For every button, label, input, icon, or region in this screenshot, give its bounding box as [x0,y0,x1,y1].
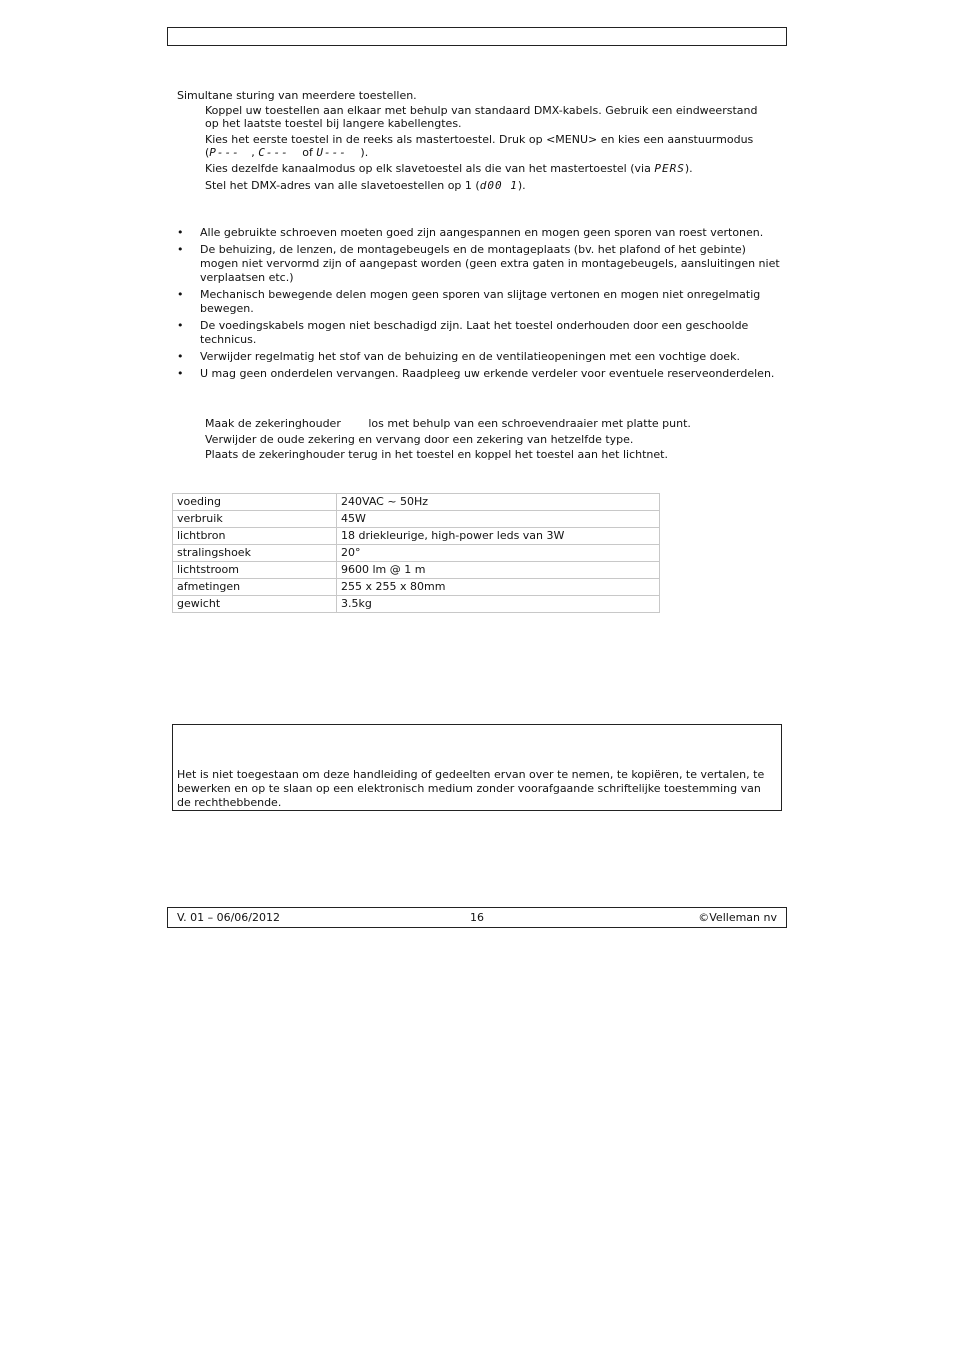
pers-display: PERS [654,162,685,175]
footer-version: V. 01 – 06/06/2012 [177,911,280,924]
d001-display: d00 1 [479,179,518,192]
copyright-notice: Het is niet toegestaan om deze handleiding of gedeelten ervan over te nemen, te kopiëren, te vertalen, te bewerken en op te slaan op een elektronisch medium zonder voorafgaande schriftelijke toestemming van de rechthebbende. [177,768,765,809]
step-slave-mode [205,162,693,176]
table-row: afmetingen 255 x 255 x 80mm [173,579,660,596]
fuse-step-2: Verwijder de oude zekering en vervang door een zekering van hetzelfde type. [205,433,634,446]
list-item: • Mechanisch bewegende delen mogen geen sporen van slijtage vertonen en mogen niet onregelmatig bewegen. [177,288,761,315]
fuse-step-3: Plaats de zekeringhouder terug in het toestel en koppel het toestel aan het lichtnet. [205,448,668,461]
bullet: • [177,243,184,256]
multi-control-title: Simultane sturing van meerdere toestellen. [177,89,417,102]
list-item: • De behuizing, de lenzen, de montagebeugels en de montageplaats (bv. het plafond of het gebinte) mogen niet vervormd zijn of aangepast worden (geen extra gaten in montagebeugels, aansluitingen niet verplaatsen etc.) [177,243,780,284]
bullet: • [177,226,184,239]
dmx-address-close: ). [517,179,526,192]
mode-c-display: C--- [258,146,289,159]
comma: , [251,146,255,159]
page-number: 16 [470,911,484,924]
table-row: stralingshoek 20° [173,545,660,562]
or-word: of [302,146,313,159]
step-connect-line1: Koppel uw toestellen aan elkaar met behulp van standaard DMX-kabels. Gebruik een eindweerstand [205,104,758,117]
maintenance-list [177,226,787,384]
table-row: lichtbron 18 driekleurige, high-power leds van 3W [173,528,660,545]
copyright-box [172,724,782,811]
specs-table [172,493,660,613]
footer-bar [167,907,787,928]
table-row: voeding 240VAC ~ 50Hz [173,494,660,511]
step-connect-line2: op het laatste toestel bij langere kabellengtes. [205,117,462,130]
table-row: gewicht 3.5kg [173,596,660,613]
slave-mode-close: ). [684,162,693,175]
paren-open: ( [205,146,210,159]
table-row: lichtstroom 9600 lm @ 1 m [173,562,660,579]
mode-u-display: U--- [316,146,347,159]
slave-mode-text: Kies dezelfde kanaalmodus op elk slavetoestel als die van het mastertoestel (via [205,162,651,175]
bullet: • [177,288,184,301]
fuse-step-1: Maak de zekeringhouder los met behulp van een schroevendraaier met platte punt. [205,417,691,430]
paren-close: ). [360,146,369,159]
bullet: • [177,319,184,332]
header-bar [167,27,787,46]
step-master-line2 [205,146,368,160]
step-master-line1: Kies het eerste toestel in de reeks als mastertoestel. Druk op <MENU> en kies een aanstuurmodus [205,133,754,146]
list-item: • De voedingskabels mogen niet beschadigd zijn. Laat het toestel onderhouden door een geschoolde technicus. [177,319,749,346]
step-dmx-address [205,179,526,193]
bullet: • [177,367,184,380]
mode-p-display: P--- [209,146,240,159]
dmx-address-text: Stel het DMX-adres van alle slavetoestellen op 1 ( [205,179,480,192]
bullet: • [177,350,184,363]
list-item: • Alle gebruikte schroeven moeten goed zijn aangespannen en mogen geen sporen van roest vertonen. [177,226,764,239]
list-item: • U mag geen onderdelen vervangen. Raadpleeg uw erkende verdeler voor eventuele reserveonderdelen. [177,367,775,380]
footer-company: ©Velleman nv [698,911,777,924]
list-item: • Verwijder regelmatig het stof van de behuizing en de ventilatieopeningen met een vochtige doek. [177,350,740,363]
table-row: verbruik 45W [173,511,660,528]
